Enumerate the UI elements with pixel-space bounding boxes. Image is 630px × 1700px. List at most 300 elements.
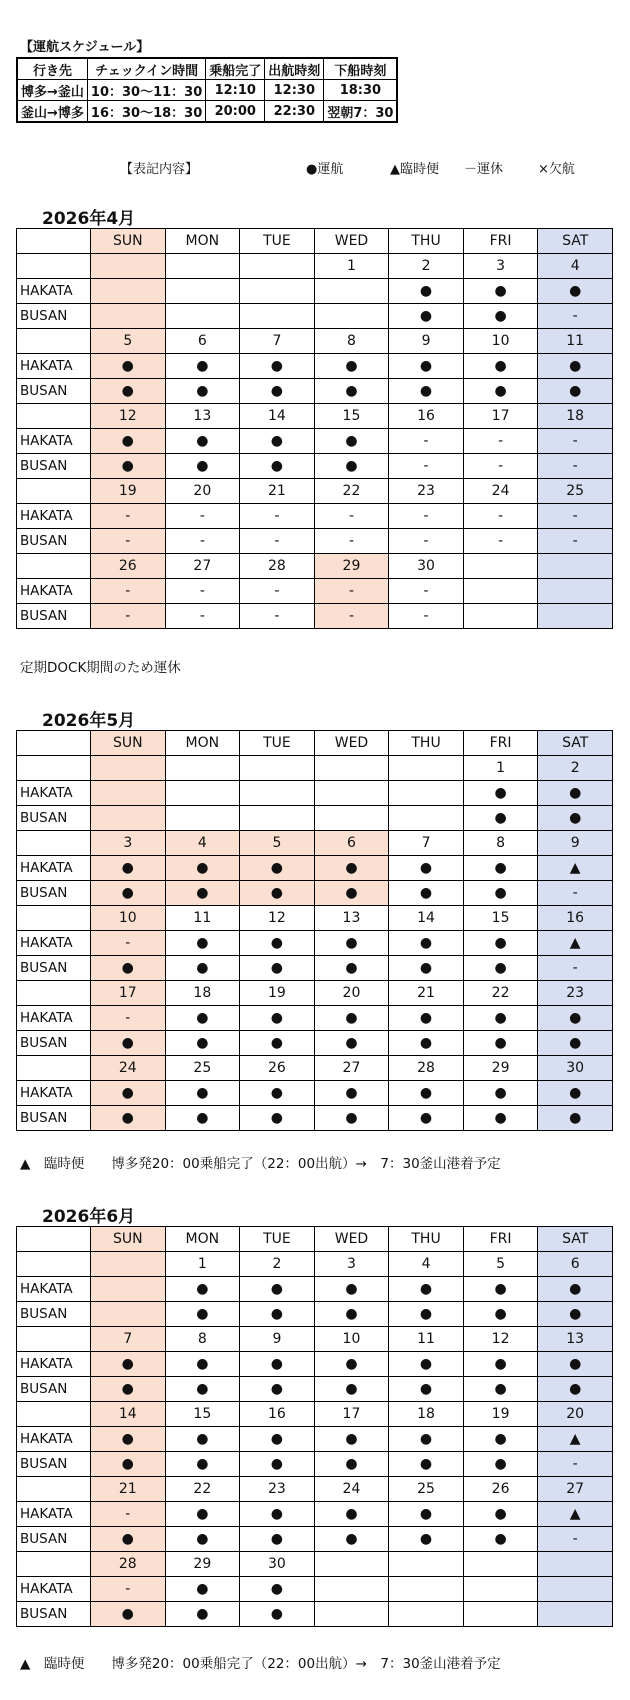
day-name-cell: SUN: [91, 1227, 166, 1252]
schedule-header-cell: 下船時刻: [324, 58, 398, 80]
calendar-note: 定期DOCK期間のため運休: [20, 660, 181, 676]
hakata-status-row: [17, 1006, 613, 1031]
busan-status-cell: ●: [165, 1527, 240, 1552]
date-cell: 5: [240, 831, 315, 856]
hakata-status-cell: ▲: [538, 931, 613, 956]
corner-cell: [17, 229, 91, 254]
hakata-status-cell: -: [389, 579, 464, 604]
busan-status-cell: ●: [240, 1377, 315, 1402]
date-cell: 11: [389, 1327, 464, 1352]
date-cell: [538, 1552, 613, 1577]
hakata-status-cell: ●: [240, 1277, 315, 1302]
date-cell: 27: [538, 1477, 613, 1502]
busan-status-cell: ●: [240, 1452, 315, 1477]
busan-status-cell: ●: [314, 1302, 389, 1327]
date-cell: [91, 1252, 166, 1277]
hakata-status-cell: ▲: [538, 1502, 613, 1527]
date-cell: 5: [463, 1252, 538, 1277]
date-cell: 29: [463, 1056, 538, 1081]
row-label: [17, 1056, 91, 1081]
month-title: 2026年4月: [42, 209, 136, 229]
date-cell: 15: [165, 1402, 240, 1427]
busan-status-cell: ●: [91, 956, 166, 981]
hakata-status-cell: ▲: [538, 856, 613, 881]
hakata-status-cell: ●: [314, 1081, 389, 1106]
date-cell: 5: [91, 329, 166, 354]
date-cell: 20: [538, 1402, 613, 1427]
route-label: HAKATA: [17, 504, 91, 529]
hakata-status-cell: ●: [165, 1081, 240, 1106]
date-cell: 30: [240, 1552, 315, 1577]
busan-status-cell: ●: [538, 379, 613, 404]
busan-status-row: [17, 304, 613, 329]
date-cell: 9: [240, 1327, 315, 1352]
legend-cancelled: ×欠航: [538, 162, 575, 177]
busan-status-cell: -: [314, 604, 389, 629]
hakata-status-cell: -: [91, 1502, 166, 1527]
busan-status-cell: ●: [91, 1377, 166, 1402]
hakata-status-cell: -: [240, 504, 315, 529]
row-label: [17, 554, 91, 579]
route-label: HAKATA: [17, 931, 91, 956]
schedule-header-row: [17, 58, 397, 80]
hakata-status-cell: -: [389, 429, 464, 454]
hakata-status-cell: ●: [240, 429, 315, 454]
hakata-status-cell: ●: [538, 354, 613, 379]
busan-status-cell: -: [240, 604, 315, 629]
date-cell: 24: [463, 479, 538, 504]
hakata-status-cell: ●: [165, 429, 240, 454]
busan-status-cell: ●: [314, 1031, 389, 1056]
busan-status-cell: ●: [314, 454, 389, 479]
hakata-status-cell: ●: [314, 856, 389, 881]
date-cell: 23: [240, 1477, 315, 1502]
hakata-status-cell: ●: [389, 279, 464, 304]
date-cell: 15: [314, 404, 389, 429]
date-cell: 19: [463, 1402, 538, 1427]
date-cell: 13: [165, 404, 240, 429]
busan-status-cell: [91, 806, 166, 831]
hakata-status-cell: [389, 781, 464, 806]
busan-status-cell: -: [165, 604, 240, 629]
hakata-status-cell: ●: [538, 279, 613, 304]
hakata-status-cell: ●: [240, 1502, 315, 1527]
busan-status-cell: ●: [314, 881, 389, 906]
hakata-status-row: [17, 1502, 613, 1527]
date-row: [17, 404, 613, 429]
date-cell: 28: [91, 1552, 166, 1577]
hakata-status-cell: [91, 279, 166, 304]
row-label: [17, 1402, 91, 1427]
route-label: HAKATA: [17, 856, 91, 881]
row-label: [17, 756, 91, 781]
hakata-status-cell: ●: [463, 1081, 538, 1106]
hakata-status-cell: ●: [463, 1427, 538, 1452]
schedule-title: 【運航スケジュール】: [20, 40, 150, 55]
hakata-status-cell: ●: [91, 354, 166, 379]
schedule-cell: 16：30～18：30: [87, 101, 205, 123]
busan-status-cell: -: [538, 304, 613, 329]
busan-status-cell: [314, 806, 389, 831]
busan-status-cell: [314, 304, 389, 329]
hakata-status-cell: ●: [314, 931, 389, 956]
hakata-status-cell: [91, 1277, 166, 1302]
hakata-status-row: [17, 856, 613, 881]
row-label: [17, 981, 91, 1006]
busan-status-cell: ●: [463, 881, 538, 906]
hakata-status-cell: ●: [165, 1427, 240, 1452]
date-cell: 16: [389, 404, 464, 429]
schedule-row: [17, 101, 397, 123]
hakata-status-cell: -: [389, 504, 464, 529]
date-cell: 8: [463, 831, 538, 856]
busan-status-cell: ●: [314, 1377, 389, 1402]
route-label: HAKATA: [17, 279, 91, 304]
date-cell: 14: [240, 404, 315, 429]
schedule-cell: 博多→釜山: [17, 80, 87, 101]
busan-status-cell: [538, 1602, 613, 1627]
busan-status-row: [17, 1031, 613, 1056]
date-cell: 28: [389, 1056, 464, 1081]
date-cell: 13: [314, 906, 389, 931]
date-cell: 19: [91, 479, 166, 504]
busan-status-cell: [91, 304, 166, 329]
hakata-status-cell: [314, 781, 389, 806]
hakata-status-cell: ●: [463, 1277, 538, 1302]
busan-status-row: [17, 1377, 613, 1402]
date-cell: 29: [314, 554, 389, 579]
route-label: BUSAN: [17, 1527, 91, 1552]
date-row: [17, 1477, 613, 1502]
hakata-status-cell: ●: [165, 1352, 240, 1377]
hakata-status-cell: [389, 1577, 464, 1602]
busan-status-cell: -: [389, 529, 464, 554]
date-cell: 11: [538, 329, 613, 354]
route-label: HAKATA: [17, 1277, 91, 1302]
date-cell: 15: [463, 906, 538, 931]
route-label: BUSAN: [17, 1302, 91, 1327]
hakata-status-row: [17, 579, 613, 604]
route-label: HAKATA: [17, 1502, 91, 1527]
date-cell: 20: [314, 981, 389, 1006]
date-cell: 20: [165, 479, 240, 504]
hakata-status-cell: ●: [463, 1006, 538, 1031]
hakata-status-cell: ●: [538, 1081, 613, 1106]
row-label: [17, 1252, 91, 1277]
date-cell: 22: [165, 1477, 240, 1502]
busan-status-cell: ●: [240, 1302, 315, 1327]
date-cell: 17: [463, 404, 538, 429]
date-cell: 3: [463, 254, 538, 279]
row-label: [17, 329, 91, 354]
day-name-cell: TUE: [240, 731, 315, 756]
hakata-status-cell: ●: [538, 1006, 613, 1031]
date-cell: [240, 254, 315, 279]
route-label: BUSAN: [17, 1602, 91, 1627]
date-cell: 21: [91, 1477, 166, 1502]
route-label: HAKATA: [17, 1081, 91, 1106]
date-cell: 10: [314, 1327, 389, 1352]
hakata-status-cell: -: [165, 579, 240, 604]
date-cell: 30: [538, 1056, 613, 1081]
date-cell: 3: [314, 1252, 389, 1277]
busan-status-cell: ●: [240, 1602, 315, 1627]
date-row: [17, 831, 613, 856]
schedule-header-cell: 出航時刻: [265, 58, 324, 80]
hakata-status-row: [17, 279, 613, 304]
busan-status-cell: [240, 806, 315, 831]
busan-status-cell: -: [314, 529, 389, 554]
hakata-status-cell: -: [91, 579, 166, 604]
busan-status-cell: ●: [463, 1302, 538, 1327]
hakata-status-cell: [314, 1577, 389, 1602]
date-cell: 3: [91, 831, 166, 856]
hakata-status-cell: ●: [165, 1577, 240, 1602]
schedule-header-cell: 乗船完了: [206, 58, 265, 80]
day-name-cell: MON: [165, 229, 240, 254]
busan-status-cell: ●: [463, 1377, 538, 1402]
date-cell: 12: [463, 1327, 538, 1352]
route-label: HAKATA: [17, 781, 91, 806]
hakata-status-cell: [538, 579, 613, 604]
date-cell: 8: [165, 1327, 240, 1352]
calendar-june: [16, 1226, 613, 1627]
legend-special: ▲臨時便: [390, 162, 439, 177]
hakata-status-cell: ●: [240, 1081, 315, 1106]
busan-status-row: [17, 1302, 613, 1327]
date-cell: 14: [389, 906, 464, 931]
busan-status-cell: ●: [91, 454, 166, 479]
busan-status-cell: ●: [165, 1602, 240, 1627]
date-row: [17, 329, 613, 354]
month-title: 2026年5月: [42, 711, 136, 731]
hakata-status-cell: ●: [389, 1006, 464, 1031]
hakata-status-cell: -: [463, 429, 538, 454]
hakata-status-cell: -: [538, 429, 613, 454]
hakata-status-cell: ●: [314, 354, 389, 379]
schedule-cell: 12:30: [265, 80, 324, 101]
busan-status-cell: -: [389, 604, 464, 629]
busan-status-cell: [463, 604, 538, 629]
date-cell: 10: [91, 906, 166, 931]
legend-title: 【表記内容】: [120, 162, 199, 177]
route-label: BUSAN: [17, 956, 91, 981]
busan-status-cell: ●: [165, 1302, 240, 1327]
busan-status-cell: -: [538, 881, 613, 906]
busan-status-cell: ●: [538, 806, 613, 831]
busan-status-cell: -: [538, 529, 613, 554]
date-cell: 17: [314, 1402, 389, 1427]
route-label: BUSAN: [17, 529, 91, 554]
schedule-cell: 10：30～11：30: [87, 80, 205, 101]
busan-status-cell: [538, 604, 613, 629]
hakata-status-cell: ●: [463, 856, 538, 881]
route-label: BUSAN: [17, 1106, 91, 1131]
route-label: BUSAN: [17, 304, 91, 329]
date-cell: [165, 756, 240, 781]
date-cell: 18: [165, 981, 240, 1006]
busan-status-cell: -: [463, 454, 538, 479]
date-row: [17, 554, 613, 579]
busan-status-cell: [165, 806, 240, 831]
busan-status-cell: ●: [389, 1452, 464, 1477]
date-cell: 22: [463, 981, 538, 1006]
date-cell: 2: [389, 254, 464, 279]
hakata-status-cell: -: [240, 579, 315, 604]
day-header-row: [17, 1227, 613, 1252]
hakata-status-cell: ●: [463, 781, 538, 806]
date-cell: 2: [240, 1252, 315, 1277]
busan-status-cell: ●: [165, 1106, 240, 1131]
hakata-status-cell: ●: [165, 1502, 240, 1527]
hakata-status-cell: ●: [463, 1352, 538, 1377]
busan-status-cell: [91, 1302, 166, 1327]
busan-status-cell: [240, 304, 315, 329]
busan-status-cell: ●: [314, 1452, 389, 1477]
route-label: HAKATA: [17, 1577, 91, 1602]
day-name-cell: FRI: [463, 731, 538, 756]
busan-status-row: [17, 806, 613, 831]
busan-status-cell: -: [538, 454, 613, 479]
schedule-table: [16, 57, 398, 123]
hakata-status-cell: ●: [389, 354, 464, 379]
date-row: [17, 1552, 613, 1577]
day-name-cell: WED: [314, 1227, 389, 1252]
busan-status-cell: ●: [463, 806, 538, 831]
date-cell: 27: [314, 1056, 389, 1081]
date-cell: 9: [389, 329, 464, 354]
date-cell: 22: [314, 479, 389, 504]
hakata-status-cell: -: [165, 504, 240, 529]
route-label: HAKATA: [17, 354, 91, 379]
hakata-status-cell: ●: [165, 856, 240, 881]
date-cell: 2: [538, 756, 613, 781]
date-cell: 25: [165, 1056, 240, 1081]
date-row: [17, 981, 613, 1006]
hakata-status-cell: ●: [314, 429, 389, 454]
busan-status-cell: ●: [240, 379, 315, 404]
busan-status-row: [17, 1602, 613, 1627]
hakata-status-cell: -: [91, 504, 166, 529]
date-cell: 4: [165, 831, 240, 856]
date-cell: [389, 1552, 464, 1577]
busan-status-cell: ●: [91, 1031, 166, 1056]
hakata-status-cell: ●: [314, 1352, 389, 1377]
date-cell: 26: [240, 1056, 315, 1081]
legend-operating: ●運航: [306, 162, 344, 177]
corner-cell: [17, 1227, 91, 1252]
busan-status-cell: ●: [240, 956, 315, 981]
busan-status-cell: ●: [389, 379, 464, 404]
day-name-cell: WED: [314, 731, 389, 756]
day-name-cell: SAT: [538, 731, 613, 756]
date-row: [17, 1327, 613, 1352]
hakata-status-cell: -: [314, 579, 389, 604]
hakata-status-row: [17, 429, 613, 454]
busan-status-cell: ●: [314, 379, 389, 404]
day-header-row: [17, 229, 613, 254]
hakata-status-cell: ●: [240, 1352, 315, 1377]
date-cell: 4: [538, 254, 613, 279]
date-cell: 6: [538, 1252, 613, 1277]
date-cell: 1: [463, 756, 538, 781]
date-cell: 23: [389, 479, 464, 504]
busan-status-cell: ●: [389, 1377, 464, 1402]
busan-status-cell: ●: [240, 1031, 315, 1056]
busan-status-cell: ●: [538, 1377, 613, 1402]
busan-status-cell: ●: [389, 881, 464, 906]
schedule-cell: 18:30: [324, 80, 398, 101]
hakata-status-cell: ●: [240, 1577, 315, 1602]
busan-status-row: [17, 604, 613, 629]
busan-status-cell: ●: [165, 956, 240, 981]
busan-status-cell: [314, 1602, 389, 1627]
date-row: [17, 906, 613, 931]
hakata-status-cell: ●: [165, 354, 240, 379]
busan-status-cell: [463, 1602, 538, 1627]
route-label: BUSAN: [17, 604, 91, 629]
day-name-cell: SAT: [538, 229, 613, 254]
schedule-header-cell: チェックイン時間: [87, 58, 205, 80]
schedule-row: [17, 80, 397, 101]
date-cell: [91, 756, 166, 781]
busan-status-cell: ●: [389, 1031, 464, 1056]
date-cell: [240, 756, 315, 781]
date-cell: [538, 554, 613, 579]
hakata-status-row: [17, 1352, 613, 1377]
busan-status-cell: ●: [165, 1377, 240, 1402]
row-label: [17, 254, 91, 279]
row-label: [17, 1327, 91, 1352]
hakata-status-cell: ●: [240, 931, 315, 956]
date-cell: 25: [389, 1477, 464, 1502]
route-label: BUSAN: [17, 379, 91, 404]
day-name-cell: THU: [389, 1227, 464, 1252]
busan-status-cell: ●: [91, 1106, 166, 1131]
row-label: [17, 831, 91, 856]
busan-status-cell: ●: [91, 1602, 166, 1627]
busan-status-cell: ●: [463, 1106, 538, 1131]
busan-status-cell: [389, 1602, 464, 1627]
hakata-status-cell: [463, 1577, 538, 1602]
row-label: [17, 906, 91, 931]
busan-status-cell: ●: [463, 304, 538, 329]
day-name-cell: MON: [165, 731, 240, 756]
hakata-status-cell: [91, 781, 166, 806]
row-label: [17, 1477, 91, 1502]
date-cell: 11: [165, 906, 240, 931]
date-row: [17, 1056, 613, 1081]
schedule-cell: 12:10: [206, 80, 265, 101]
date-cell: [314, 756, 389, 781]
busan-status-cell: ●: [165, 1031, 240, 1056]
busan-status-cell: ●: [389, 956, 464, 981]
date-cell: 27: [165, 554, 240, 579]
busan-status-cell: ●: [240, 1106, 315, 1131]
busan-status-row: [17, 529, 613, 554]
route-label: HAKATA: [17, 1427, 91, 1452]
busan-status-row: [17, 1106, 613, 1131]
hakata-status-row: [17, 1081, 613, 1106]
hakata-status-cell: -: [314, 504, 389, 529]
busan-status-cell: ●: [538, 1302, 613, 1327]
busan-status-row: [17, 454, 613, 479]
hakata-status-cell: ●: [165, 931, 240, 956]
hakata-status-cell: ●: [91, 1427, 166, 1452]
date-row: [17, 756, 613, 781]
busan-status-cell: ●: [91, 1452, 166, 1477]
hakata-status-row: [17, 504, 613, 529]
